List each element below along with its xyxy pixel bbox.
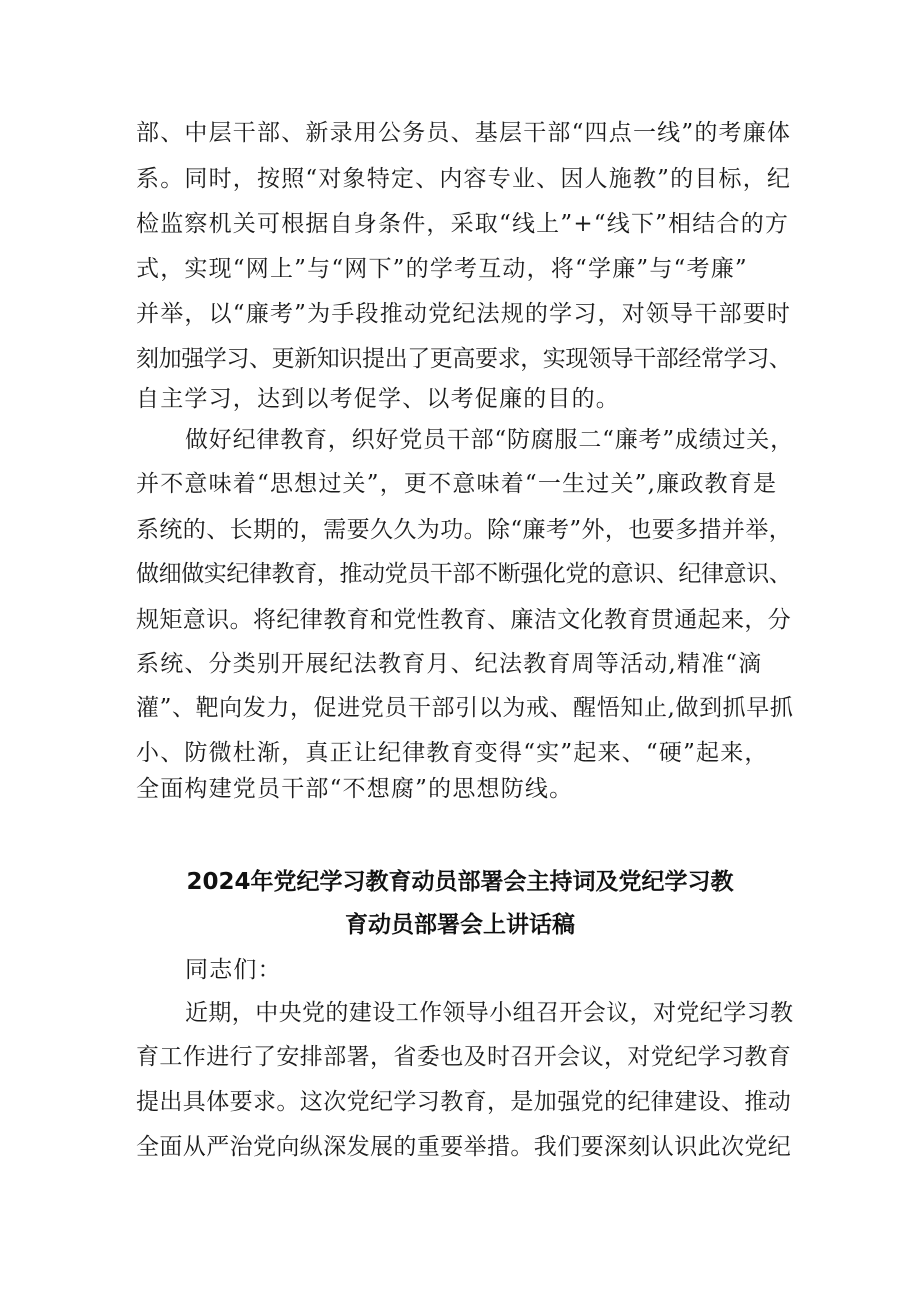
section-title-line-1: 2024年党纪学习教育动员部署会主持词及党纪学习教 (186, 869, 734, 895)
paragraph-1-line-4: 式，实现“网上”与“网下”的学考互动，将“学廉”与“考廉” (136, 256, 748, 282)
paragraph-1-line-3: 检监察机关可根据自身条件，采取“线上”+“线下”相结合的方 (136, 211, 790, 237)
paragraph-2-line-4: 做细做实纪律教育，推动党员干部不断强化党的意识、纪律意识、 (136, 561, 792, 587)
paragraph-3-line-3: 提出具体要求。这次党纪学习教育，是加强党的纪律建设、推动 (136, 1089, 792, 1115)
paragraph-3-line-2: 育工作进行了安排部署，省委也及时召开会议，对党纪学习教育 (136, 1044, 792, 1070)
section-title-line-2: 育动员部署会上讲话稿 (345, 912, 575, 938)
paragraph-2-line-8: 小、防微杜渐，真正让纪律教育变得“实”起来、“硬”起来， (136, 740, 769, 766)
paragraph-2-line-7: 灌”、靶向发力，促进党员干部引以为戒、醒悟知止,做到抓早抓 (136, 695, 794, 721)
paragraph-1-line-2: 系。同时，按照“对象特定、内容专业、因人施教”的目标，纪 (136, 166, 792, 192)
paragraph-1-line-5: 并举，以“廉考”为手段推动党纪法规的学习，对领导干部要时 (136, 301, 792, 327)
paragraph-1-line-7: 自主学习，达到以考促学、以考促廉的目的。 (136, 386, 620, 412)
paragraph-1-line-1: 部、中层干部、新录用公务员、基层干部“四点一线”的考廉体 (136, 120, 792, 146)
paragraph-3-line-1: 近期，中央党的建设工作领导小组召开会议，对党纪学习教 (185, 1000, 794, 1026)
paragraph-2-line-2: 并不意味着“思想过关”，更不意味着“一生过关”,廉政教育是 (136, 471, 778, 497)
paragraph-2-line-9: 全面构建党员干部“不想腐”的思想防线。 (136, 776, 574, 802)
paragraph-3-line-4: 全面从严治党向纵深发展的重要举措。我们要深刻认识此次党纪 (136, 1134, 792, 1160)
paragraph-2-line-5: 规矩意识。将纪律教育和党性教育、廉洁文化教育贯通起来，分 (136, 607, 792, 633)
paragraph-2-line-1: 做好纪律教育，织好党员干部“防腐服二“廉考”成绩过关， (185, 427, 794, 453)
paragraph-2-line-6: 系统、分类别开展纪法教育月、纪法教育周等活动,精准“滴 (136, 651, 763, 677)
salutation: 同志们： (185, 957, 282, 983)
paragraph-1-line-6: 刻加强学习、更新知识提出了更高要求，实现领导干部经常学习、 (136, 346, 792, 372)
paragraph-2-line-3: 系统的、长期的，需要久久为功。除“廉考”外，也要多措并举， (136, 517, 793, 543)
